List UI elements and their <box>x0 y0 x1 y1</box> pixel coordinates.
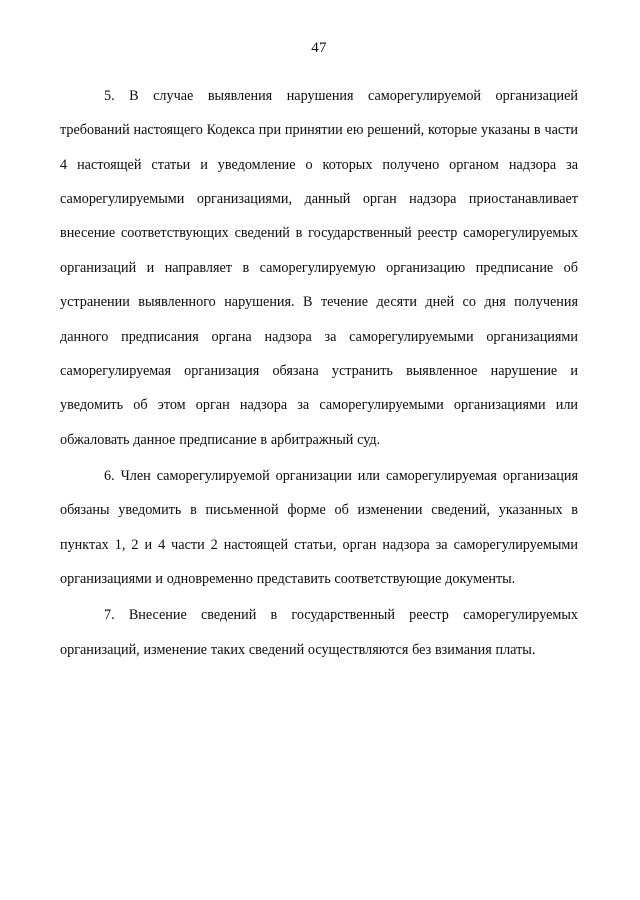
paragraph-6: 6. Член саморегулируемой организации или саморегулируемая организация обязаны уведомить в письменной форме об изменении сведений, указанных в пунктах 1, 2 и 4 части 2 настоящей статьи, орган надзора за саморегулируемыми организациями и одновременно представить соответствующие документы. <box>60 467 578 588</box>
paragraph-7: 7. Внесение сведений в государственный реестр саморегулируемых организаций, изменение таких сведений осуществляются без взимания платы. <box>60 607 578 658</box>
document-body <box>60 79 578 667</box>
paragraph-5: 5. В случае выявления нарушения саморегулируемой организацией требований настоящего Кодекса при принятии ею решений, которые указаны в части 4 настоящей статьи и уведомление о которых получено органом надзора за саморегулируемыми организациями, данный орган надзора приостанавливает внесение соответствующих сведений в государственный реестр саморегулируемых организаций и направляет в саморегулируемую организацию предписание об устранении выявленного нарушения. В течение десяти дней со дня получения данного предписания органа надзора за саморегулируемыми организациями саморегулируемая организация обязана устранить выявленное нарушение и уведомить об этом орган надзора за саморегулируемыми организациями или обжаловать данное предписание в арбитражный суд. <box>60 88 578 448</box>
page-number: 47 <box>311 40 327 56</box>
